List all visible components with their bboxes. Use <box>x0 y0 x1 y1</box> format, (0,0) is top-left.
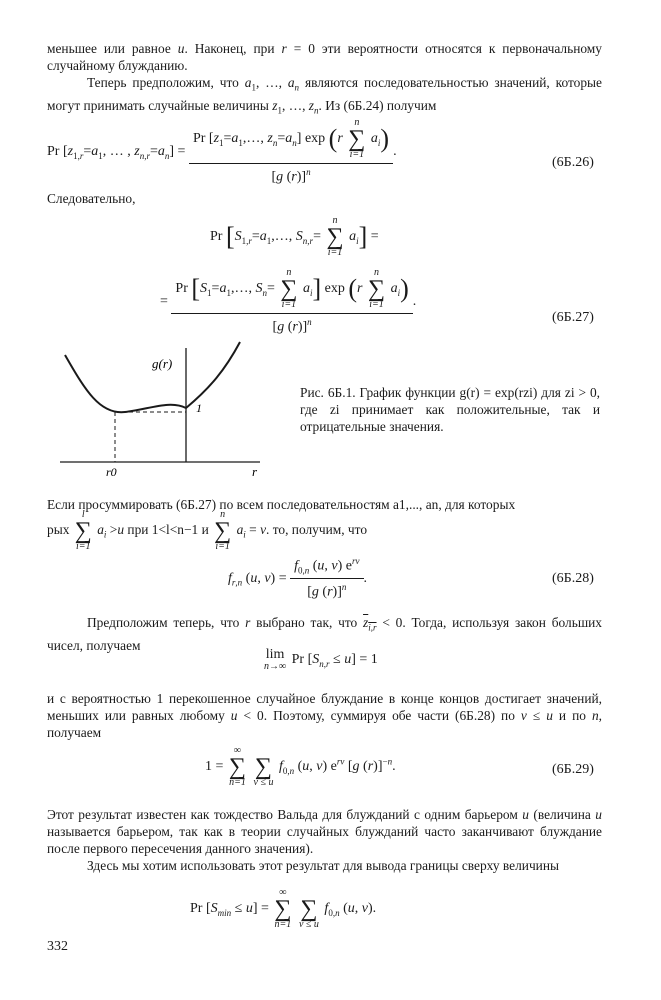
r0-label: r0 <box>106 465 117 479</box>
page-number: 332 <box>47 939 68 954</box>
g-curve <box>65 342 240 412</box>
figure-g-of-r <box>60 340 280 480</box>
equation-6b26-label: (6Б.26) <box>552 155 594 170</box>
paragraph-1: меньшее или равное u. Наконец, при r = 0 эти вероятности относятся к первоначальному случайному блужданию. <box>47 41 602 73</box>
paragraph-4a: Если просуммировать (6Б.27) по всем последовательностям a1,..., an, для которых <box>47 497 516 512</box>
x-axis-label: r <box>252 464 258 479</box>
paragraph-4b: при 1<l<n−1 и <box>127 522 209 538</box>
y-axis-label: g(r) <box>152 356 173 371</box>
paragraph-3: Следовательно, <box>47 191 136 206</box>
paragraph-4-formula: рых l ∑ i=1 $a_i >u$ при 1<l<n−1 и n ∑ i=1 $a_i = v$. то, получим, что <box>47 509 368 552</box>
equation-6b28-label: (6Б.28) <box>552 571 594 586</box>
paragraph-7: Этот результат известен как тождество Вальда для блужданий с одним барьером u (величина u называется барьером, так как в теории случайных блужданий часто заканчивают блуждание после первого пересечения данного значения). <box>47 807 602 856</box>
paragraph-2: Теперь предположим, что $a_1$, …, $a_n$ являются последовательностью значений, которые могут принимать случайные величины $z_1$, …, $z_n$. Из (6Б.24) получим <box>47 75 602 116</box>
paragraph-6: и с вероятностью 1 перекошенное случайное блуждание в конце концов достигает значений, меньших или равных любому u < 0. Поэтому, суммируя обе части (6Б.28) по v ≤ u и по n, получаем <box>47 691 603 740</box>
paragraph-4c: то, получим, что <box>272 522 368 538</box>
paragraph-5: Предположим теперь, что r выбрано так, что $z_{i,r} < 0$. Тогда, используя закон больших чисел, получаем <box>47 615 602 653</box>
equation-6b29-label: (6Б.29) <box>552 762 594 777</box>
equation-lim: lim n→∞ Pr $[S_{n,r} \le u] = 1$ <box>264 647 378 672</box>
equation-6b28: $f_{r,n}$ (u, v) = $\frac{f_{0,n} (u, v) e^{rv}}{[g (r)]^n}$ . <box>228 556 368 601</box>
equation-6b27-top: Pr [$S_{1,r}=a_1,\dots$, $S_{n,r}=$ n ∑ i=1 $a_i$] = <box>210 215 379 258</box>
equation-6b27-label: (6Б.27) <box>552 310 594 325</box>
equation-6b26: Pr [$z_{1,r}=a_1$, … , $z_{n,r}=a_n$] = Pr [$z_1=a_1,\dots$, $z_n=a_n$] exp (r n ∑ i=1 $a_i$) [g (r)]$^n$ . <box>47 117 397 185</box>
equation-6b27-bottom: = Pr [$S_1=a_1,\dots$, $S_n=$ n ∑ i=1 $a_i$] exp (r n ∑ i=1 $a_i$) [g (r)]$^n$ . <box>160 267 417 335</box>
equation-6b29: 1 = ∞ ∑ n=1 ∑ v ≤ u $f_{0,n}$ (u, v) $e^{rv}$ [g (r)]$^{-n}$. <box>205 745 396 788</box>
figure-caption: Рис. 6Б.1. График функции g(r) = exp(rzi) для zi > 0, где zi принимает как положительные, так и отрицательные значения. <box>300 385 600 434</box>
paragraph-8: Здесь мы хотим использовать этот результат для вывода границы сверху величины <box>87 858 560 873</box>
one-label: 1 <box>196 401 202 415</box>
equation-final: Pr $[S_{min} \le u]$ = ∞ ∑ n=1 ∑ v ≤ u $f_{0,n}$ (u, v). <box>190 887 377 930</box>
